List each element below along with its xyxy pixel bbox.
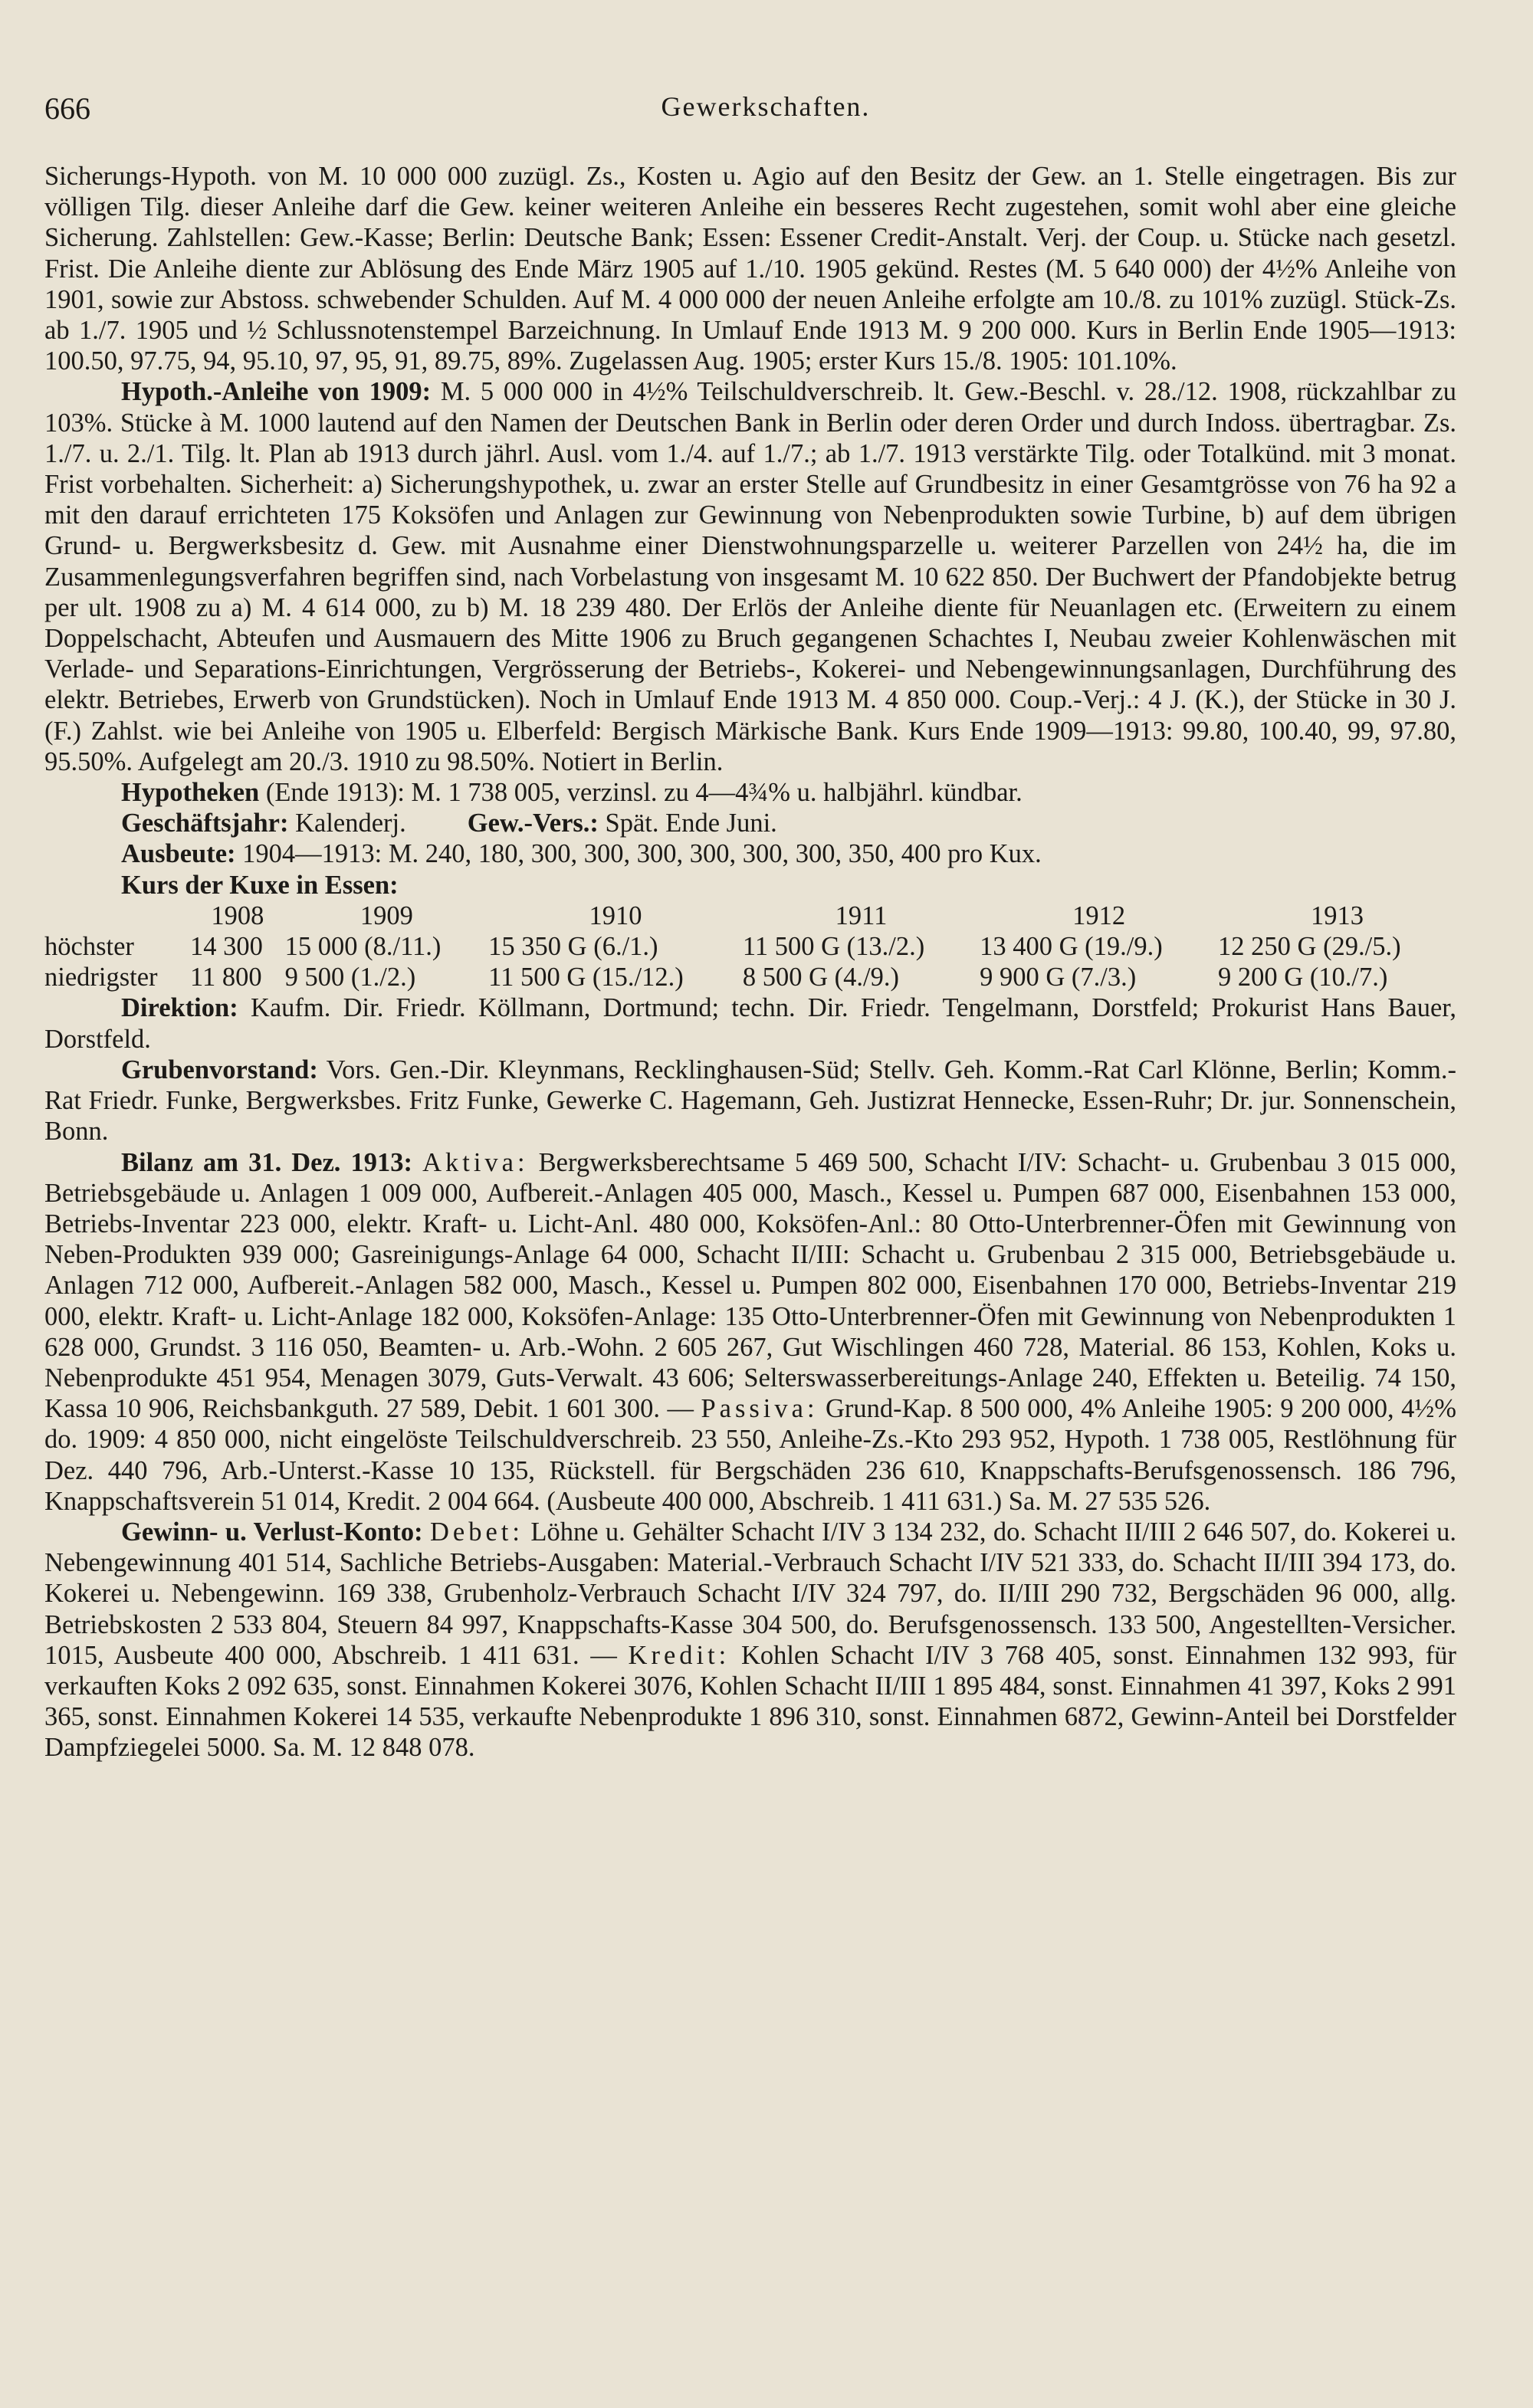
kurs-cell: 9 900 G (7./3.) xyxy=(980,963,1137,992)
kredit-label: Kredit: xyxy=(628,1640,730,1670)
paragraph-anleihe-1909 xyxy=(44,376,1456,777)
kurs-cell: 11 800 xyxy=(190,963,262,992)
page-title: Gewerkschaften. xyxy=(661,91,871,122)
paragraph-grubenvorstand xyxy=(44,1055,1456,1147)
section-heading: Hypoth.-Anleihe von 1909: xyxy=(121,377,432,407)
kurs-cell: 15 350 G (6./1.) xyxy=(488,932,658,962)
section-heading: Kurs der Kuxe in Essen: xyxy=(121,870,399,900)
kurs-header-row xyxy=(44,901,1456,931)
kurs-cell: 9 200 G (10./7.) xyxy=(1218,963,1388,992)
section-heading: Hypotheken xyxy=(121,778,260,808)
paragraph-sicherung xyxy=(44,161,1456,376)
kurs-cell: 11 500 G (15./12.) xyxy=(488,963,684,992)
kurs-cell: 8 500 G (4./9.) xyxy=(742,963,899,992)
paragraph-text: Kohlen Schacht I/IV 3 768 405, sonst. Einnahmen 132 993, für verkauften Koks 2 092 635, sonst. Einnahmen Kokerei 3076, Kohlen Schacht II/III 1 895 484, sonst. Einnahmen 41 397, Koks 2 991 365, sonst. Einnahmen Kokerei 14 535, verkaufte Nebenprodukte 1 896 310, sonst. Einnahmen 6872, Gewinn-Anteil bei Dorstfelder Dampfziegelei 5000. Sa. M. 12 848 078. xyxy=(44,1640,1456,1763)
page-header xyxy=(44,90,1487,136)
paragraph-geschaeftsjahr xyxy=(44,808,1456,838)
kurs-year: 1908 xyxy=(211,901,264,930)
paragraph-hypotheken xyxy=(44,777,1456,808)
kurs-year: 1909 xyxy=(359,901,413,930)
kurs-table xyxy=(44,901,1456,993)
paragraph-text: M. 5 000 000 in 4½% Teilschuldverschreib. lt. Gew.-Beschl. v. 28./12. 1908, rückzahlbar zu 103%. Stücke à M. 1000 lautend auf den Namen der Deutschen Bank in Berlin oder deren Order und durch Indoss. übertragbar. Zs. 1./7. u. 2./1. Tilg. lt. Plan ab 1913 durch jährl. Ausl. vom 1./4. auf 1./7.; ab 1./7. 1913 verstärkte Tilg. oder Totalkünd. mit 3 monat. Frist vorbehalten. Sicherheit: a) Sicherungshypothek, u. zwar an erster Stelle auf Grundbesitz in einer Gesamtgrösse von 76 ha 92 a mit den darauf errichteten 175 Koksöfen und Anlagen zur Gewinnung von Nebenprodukten sowie Turbine, b) auf dem übrigen Grund- u. Bergwerksbesitz d. Gew. mit Ausnahme einer Dienstwohnungsparzelle u. weiterer Parzellen von 24½ ha, die im Zusammenlegungsverfahren begriffen sind, nach Vorbelastung von insgesamt M. 10 622 850. Der Buchwert der Pfandobjekte betrug per ult. 1908 zu a) M. 4 614 000, zu b) M. 18 239 480. Der Erlös der Anleihe diente für Neuanlagen etc. (Erweitern zu einem Doppelschacht, Abteufen und Ausmauern des Mitte 1906 zu Bruch gegangenen Schachtes I, Neubau zweier Kohlenwäschen mit Verlade- und Separations-Einrichtungen, Vergrösserung der Betriebs-, Kokerei- und Nebengewinnungsanlagen, Durchführung des elektr. Betriebes, Erwerb von Grundstücken). Noch in Umlauf Ende 1913 M. 4 850 000. Coup.-Verj.: 4 J. (K.), der Stücke in 30 J. (F.) Zahlst. wie bei Anleihe von 1905 u. Elberfeld: Bergisch Märkische Bank. Kurs Ende 1909—1913: 99.80, 100.40, 99, 97.80, 95.50%. Aufgelegt am 20./3. 1910 zu 98.50%. Notiert in Berlin. xyxy=(44,377,1456,776)
paragraph-ausbeute xyxy=(44,838,1456,869)
paragraph-gewinn-verlust xyxy=(44,1517,1456,1763)
kurs-cell: 9 500 (1./2.) xyxy=(284,963,416,992)
kurs-cell: 11 500 G (13./2.) xyxy=(742,932,925,962)
paragraph-text: Spät. Ende Juni. xyxy=(598,809,777,838)
kurs-row-label: höchster xyxy=(44,932,134,962)
kurs-row-label: niedrigster xyxy=(44,963,158,992)
kurs-cell: 14 300 xyxy=(190,932,263,962)
kurs-year: 1911 xyxy=(835,901,888,930)
page-body xyxy=(44,161,1456,1763)
paragraph-text: (Ende 1913): M. 1 738 005, verzinsl. zu 4—4¾% u. halbjährl. kündbar. xyxy=(259,778,1023,808)
section-heading: Geschäftsjahr: xyxy=(121,809,289,838)
kurs-cell: 15 000 (8./11.) xyxy=(284,932,442,962)
section-heading: Bilanz am 31. Dez. 1913: xyxy=(121,1147,412,1177)
kurs-row-hoechster xyxy=(44,931,1456,962)
kurs-year: 1912 xyxy=(1072,901,1126,930)
page-number: 666 xyxy=(44,91,90,126)
paragraph-text: Kaufm. Dir. Friedr. Köllmann, Dortmund; techn. Dir. Friedr. Tengelmann, Dorstfeld; Prokurist Hans Bauer, Dorstfeld. xyxy=(44,993,1456,1054)
paragraph-text: Löhne u. Gehälter Schacht I/IV 3 134 232, do. Schacht II/III 2 646 507, do. Kokerei u. Nebengewinnung 401 514, Sachliche Betriebs-Ausgaben: Material.-Verbrauch Schacht I/IV 521 333, do. Schacht II/III 394 173, do. Kokerei u. Nebengewinn. 169 338, Grubenholz-Verbrauch Schacht I/IV 324 797, do. II/III 290 732, Bergschäden 96 000, allg. Betriebskosten 2 533 804, Steuern 84 997, Knappschafts-Kasse 304 500, do. Berufsgenossensch. 133 500, Angestellten-Versicher. 1015, Ausbeute 400 000, Abschreib. 1 411 631. — xyxy=(44,1517,1457,1670)
paragraph-text: Bergwerksberechtsame 5 469 500, Schacht I/IV: Schacht- u. Grubenbau 3 015 000, Betriebsgebäude u. Anlagen 1 009 000, Aufbereit.-Anlagen 405 000, Masch., Kessel u. Pumpen 687 000, Eisenbahnen 153 000, Betriebs-Inventar 223 000, elektr. Kraft- u. Licht-Anl. 480 000, Koksöfen-Anl.: 80 Otto-Unterbrenner-Öfen mit Gewinnung von Neben-Produkten 939 000; Gasreinigungs-Anlage 64 000, Schacht II/III: Schacht u. Grubenbau 2 315 000, Betriebsgebäude u. Anlagen 712 000, Aufbereit.-Anlagen 582 000, Masch., Kessel u. Pumpen 802 000, Eisenbahnen 170 000, Betriebs-Inventar 219 000, elektr. Kraft- u. Licht-Anlage 182 000, Koksöfen-Anlage: 135 Otto-Unterbrenner-Öfen mit Gewinnung von Nebenprodukten 1 628 000, Grundst. 3 116 050, Beamten- u. Arb.-Wohn. 2 605 267, Gut Wischlingen 460 728, Material. 86 153, Kohlen, Koks u. Nebenprodukte 451 954, Menagen 3079, Guts-Verwalt. 43 606; Selterswasserbereitungs-Anlage 240, Effekten u. Beteilig. 74 150, Kassa 10 906, Reichsbankguth. 27 589, Debit. 1 601 300. — xyxy=(44,1147,1456,1424)
paragraph-text: Sicherungs-Hypoth. von M. 10 000 000 zuzügl. Zs., Kosten u. Agio auf den Besitz der Gew. an 1. Stelle eingetragen. Bis zur völligen Tilg. dieser Anleihe darf die Gew. keiner weiteren Anleihe ein besseres Recht zugestehen, somit wohl aber eine gleiche Sicherung. Zahlstellen: Gew.-Kasse; Berlin: Deutsche Bank; Essen: Essener Credit-Anstalt. Verj. der Coup. u. Stücke nach gesetzl. Frist. Die Anleihe diente zur Ablösung des Ende März 1905 auf 1./10. 1905 gekünd. Restes (M. 5 640 000) der 4½% Anleihe von 1901, sowie zur Abstoss. schwebender Schulden. Auf M. 4 000 000 der neuen Anleihe erfolgte am 10./8. zu 101% zuzügl. Stück-Zs. ab 1./7. 1905 und ½ Schlussnotenstempel Barzeichnung. In Umlauf Ende 1913 M. 9 200 000. Kurs in Berlin Ende 1905—1913: 100.50, 97.75, 94, 95.10, 97, 95, 91, 89.75, 89%. Zugelassen Aug. 1905; erster Kurs 15./8. 1905: 101.10%. xyxy=(44,162,1456,376)
kurs-row-niedrigster xyxy=(44,962,1456,992)
section-heading: Direktion: xyxy=(121,993,238,1023)
paragraph-bilanz xyxy=(44,1147,1456,1517)
paragraph-text: Kalenderj. xyxy=(288,809,406,838)
kurs-cell: 12 250 G (29./5.) xyxy=(1218,932,1401,962)
aktiva-label: Aktiva: xyxy=(422,1147,529,1177)
paragraph-direktion xyxy=(44,992,1456,1054)
section-heading: Ausbeute: xyxy=(121,839,236,869)
kurs-cell: 13 400 G (19./9.) xyxy=(980,932,1163,962)
kurs-heading xyxy=(44,870,1456,901)
kurs-year: 1910 xyxy=(589,901,642,930)
debet-label: Debet: xyxy=(430,1517,524,1547)
paragraph-text: Grund-Kap. 8 500 000, 4% Anleihe 1905: 9 200 000, 4½% do. 1909: 4 850 000, nicht eingelöste Teilschuldverschreib. 23 550, Anleihe-Zs.-Kto 293 952, Hypoth. 1 738 005, Restlöhnung für Dez. 440 796, Arb.-Unterst.-Kasse 10 135, Rückstell. für Bergschäden 236 610, Knappschafts-Berufsgenossensch. 186 796, Knappschaftsverein 51 014, Kredit. 2 004 664. (Ausbeute 400 000, Abschreib. 1 411 631.) Sa. M. 27 535 526. xyxy=(44,1394,1457,1516)
passiva-label: Passiva: xyxy=(701,1394,819,1424)
section-heading: Gew.-Vers.: xyxy=(467,809,599,838)
paragraph-text: Vors. Gen.-Dir. Kleynmans, Recklinghausen-Süd; Stellv. Geh. Komm.-Rat Carl Klönne, Berlin; Komm.-Rat Friedr. Funke, Bergwerksbes. Fritz Funke, Gewerke C. Hagemann, Geh. Justizrat Hennecke, Essen-Ruhr; Dr. jur. Sonnenschein, Bonn. xyxy=(44,1055,1456,1147)
section-heading: Grubenvorstand: xyxy=(121,1055,318,1084)
kurs-corner xyxy=(44,901,190,931)
section-heading: Gewinn- u. Verlust-Konto: xyxy=(121,1517,423,1547)
kurs-year: 1913 xyxy=(1311,901,1364,930)
paragraph-text: 1904—1913: M. 240, 180, 300, 300, 300, 300, 300, 300, 350, 400 pro Kux. xyxy=(235,839,1042,869)
